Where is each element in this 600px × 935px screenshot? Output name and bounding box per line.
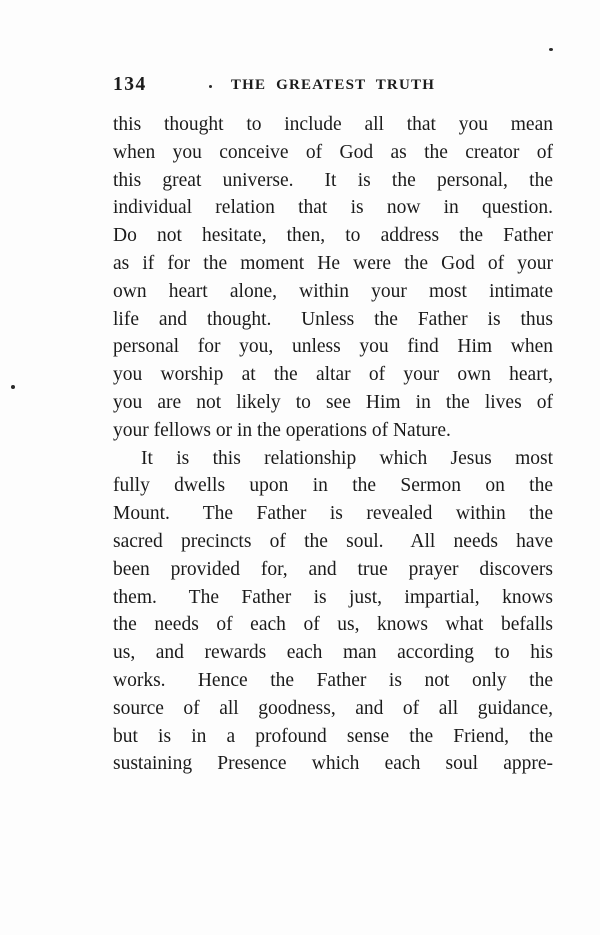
text-line: Do not hesitate, then, to address the Father — [113, 225, 553, 247]
text-line: It is this relationship which Jesus most — [141, 447, 553, 469]
ink-speck-header — [209, 85, 212, 88]
text-line: you are not likely to see Him in the lives of — [113, 391, 553, 413]
text-line: this great universe. It is the personal, the — [113, 169, 553, 191]
text-line: your fellows or in the operations of Nature. — [113, 419, 451, 441]
body-text — [113, 111, 553, 778]
text-line: but is in a profound sense the Friend, the — [113, 725, 553, 747]
text-line: individual relation that is now in question. — [113, 197, 553, 219]
text-line: sacred precincts of the soul. All needs have — [113, 530, 553, 552]
running-title: THE GREATEST TRUTH — [230, 77, 436, 93]
page-number: 134 — [113, 74, 147, 95]
text-line: works. Hence the Father is not only the — [113, 669, 553, 691]
text-line: them. The Father is just, impartial, knows — [113, 586, 553, 608]
text-line: this thought to include all that you mean — [113, 114, 553, 135]
running-head — [113, 75, 553, 97]
text-line: fully dwells upon in the Sermon on the — [113, 475, 553, 497]
text-line: own heart alone, within your most intimate — [113, 280, 553, 302]
text-line: been provided for, and true prayer discovers — [113, 558, 553, 580]
text-line: Mount. The Father is revealed within the — [113, 503, 553, 525]
text-line: personal for you, unless you find Him when — [113, 336, 553, 358]
text-line: the needs of each of us, knows what befalls — [113, 614, 553, 636]
text-line: as if for the moment He were the God of your — [113, 252, 553, 274]
text-line: us, and rewards each man according to his — [113, 642, 553, 664]
text-line: life and thought. Unless the Father is thus — [113, 308, 553, 330]
text-line: sustaining Presence which each soul appre- — [113, 753, 553, 775]
text-line: when you conceive of God as the creator of — [113, 141, 553, 163]
text-line: you worship at the altar of your own heart, — [113, 364, 553, 386]
ink-speck-top-right — [549, 48, 553, 51]
text-line: source of all goodness, and of all guidance, — [113, 697, 553, 719]
ink-speck-left-margin — [11, 385, 15, 389]
